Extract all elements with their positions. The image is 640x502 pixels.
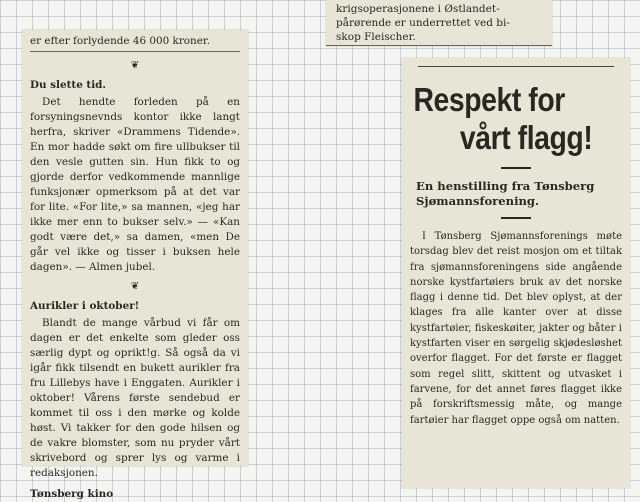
clip-text-line: pårørende er underrettet ved bi- [336, 17, 510, 29]
cut-off-heading: Tønsberg kino [30, 488, 114, 500]
ornament-icon: ❦ [130, 60, 140, 71]
divider [501, 217, 531, 219]
article-heading: Du slette tid. [30, 79, 107, 91]
top-rule [418, 66, 614, 67]
headline: Respekt for [413, 81, 565, 118]
article-paragraph: Det hendte forleden på en forsyningsnevnds kontor ikke langt herfra, skriver «Drammens Tidende». En mor hadde søkt om fire ullbukser til den vesle gutten sin. Hun fikk to og gjorde derfor vedkommende mannlige funksjonær opmerksom på at det var for lite. «For lite,» sa mannen, «jeg har ikke mer enn to bukser selv.» — «Kan godt være det,» sa damen, «men De går vel ikke og tisser i buksen hele dagen». — Almen jubel. [30, 96, 240, 273]
subheading: En henstilling fra Tønsberg Sjømannsforening. [416, 179, 595, 208]
ornament-icon: ❦ [130, 281, 140, 292]
article-heading: Aurikler i oktober! [30, 300, 140, 312]
article-paragraph: Blandt de mange vårbud vi får om dagen er det enkelte som gleder oss særlig dypt og oprikt!g. Så også da vi igår fikk tilsendt en bukett aurikler fra fru Lillebys have i Enggaten. Aurikler i oktober! Vårens første sendebud er kommet til oss i den mørke og kolde høst. Vi takker for den gode hilsen og de vakre blomster, som nu pryder vårt skrivebord og sprer lys og varme i redaksjonen. [30, 317, 240, 479]
left-clipping [22, 30, 248, 500]
article-body: I Tønsberg Sjømannsforenings møte torsdag blev det reist mosjon om et tiltak fra sjømannsforeningens side angående norske kystfartøiers bruk av det norske flagg i denne tid. Det blev oplyst, at der klages fra alle kanter over at disse kystfartøier, fiskeskøiter, jakter og båter i kystfarten viser en sørgelig skjødesløshet overfor flagget. For det første er flagget som regel slitt, skittent og utvasket i farvene, for det annet føres flagget ikke på forskriftsmessig måte, og mange fartøier har flagget oppe også om natten. [410, 231, 622, 426]
clip-text-line: krigsoperasjonene i Østlandet- [336, 3, 500, 15]
top-right-clipping [326, 0, 552, 46]
clip-text-line: skop Fleischer. [336, 31, 416, 43]
divider [501, 167, 531, 169]
first-line: er efter forlydende 46 000 kroner. [30, 34, 240, 52]
right-clipping [402, 58, 630, 488]
headline: vårt flagg! [459, 119, 593, 156]
